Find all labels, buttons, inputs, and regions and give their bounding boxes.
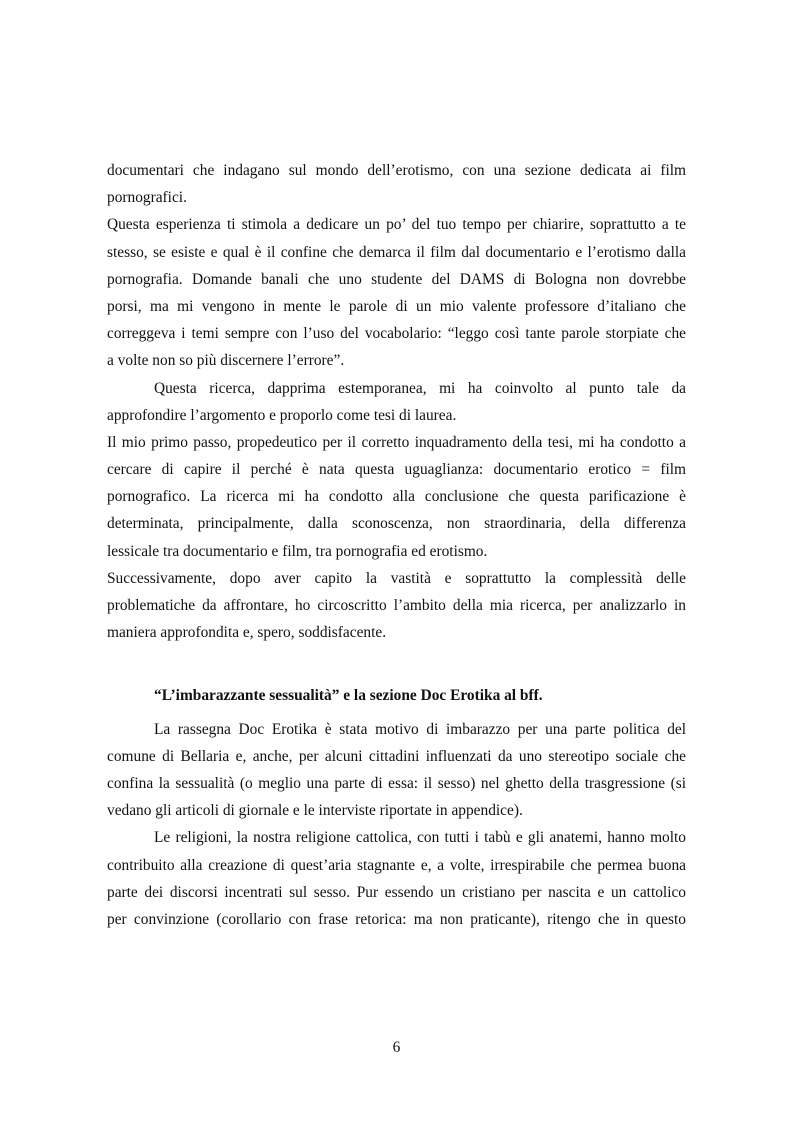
text-line: Questa ricerca, dapprima estemporanea, mi ha coinvolto al punto tale da — [154, 379, 686, 397]
text-line: maniera approfondita e, spero, soddisfacente. — [107, 624, 387, 642]
text-line: cercare di capire il perché è nata questa uguaglianza: documentario erotico = film — [107, 461, 686, 479]
text-line: Questa esperienza ti stimola a dedicare un po’ del tuo tempo per chiarire, soprattutto a te — [107, 216, 686, 234]
text-line: lessicale tra documentario e film, tra pornografia ed erotismo. — [107, 542, 488, 560]
text-line: pornografico. La ricerca mi ha condotto alla conclusione che questa parificazione è — [107, 488, 686, 506]
text-line: parte dei discorsi incentrati sul sesso. Pur essendo un cristiano per nascita e un cattolico — [107, 883, 686, 901]
text-line: documentari che indagano sul mondo dell’erotismo, con una sezione dedicata ai film — [107, 162, 686, 179]
text-line: pornografia. Domande banali che uno studente del DAMS di Bologna non dovrebbe — [107, 270, 686, 288]
text-line: approfondire l’argomento e proporlo come tesi di laurea. — [107, 406, 457, 424]
text-line: Successivamente, dopo aver capito la vastità e soprattutto la complessità delle — [107, 569, 686, 587]
text-line: contribuito alla creazione di quest’aria stagnante e, a volte, irrespirabile che permea buona — [107, 856, 686, 874]
document-body — [107, 157, 686, 933]
text-line: Il mio primo passo, propedeutico per il corretto inquadramento della tesi, mi ha condotto a — [107, 433, 686, 451]
text-line: pornografici. — [107, 189, 187, 207]
text-line: porsi, ma mi vengono in mente le parole di un mio valente professore d’italiano che — [107, 297, 686, 315]
text-line: comune di Bellaria e, anche, per alcuni cittadini influenzati da uno stereotipo sociale che — [107, 747, 686, 765]
page-number: 6 — [392, 1039, 401, 1056]
section-heading: “L’imbarazzante sessualità” e la sezione Doc Erotika al bff. — [154, 687, 543, 705]
text-line: correggeva i temi sempre con l’uso del vocabolario: “leggo così tante parole storpiate che — [107, 325, 686, 343]
text-line: problematiche da affrontare, ho circoscritto l’ambito della mia ricerca, per analizzarlo in — [107, 597, 686, 614]
text-line: vedano gli articoli di giornale e le interviste riportate in appendice). — [107, 802, 523, 820]
text-line: a volte non so più discernere l’errore”. — [107, 352, 345, 370]
text-line: determinata, principalmente, dalla sconoscenza, non straordinaria, della differenza — [107, 515, 686, 533]
text-line: per convinzione (corollario con frase retorica: ma non praticante), ritengo che in questo — [107, 910, 686, 928]
text-line: La rassegna Doc Erotika è stata motivo di imbarazzo per una parte politica del — [154, 720, 686, 738]
section-body — [107, 716, 686, 934]
text-line: confina la sessualità (o meglio una parte di essa: il sesso) nel ghetto della trasgressione (si — [107, 774, 686, 792]
text-line: Le religioni, la nostra religione cattolica, con tutti i tabù e gli anatemi, hanno molto — [154, 829, 686, 847]
text-line: stesso, se esiste e qual è il confine che demarca il film dal documentario e l’erotismo dalla — [107, 243, 686, 261]
